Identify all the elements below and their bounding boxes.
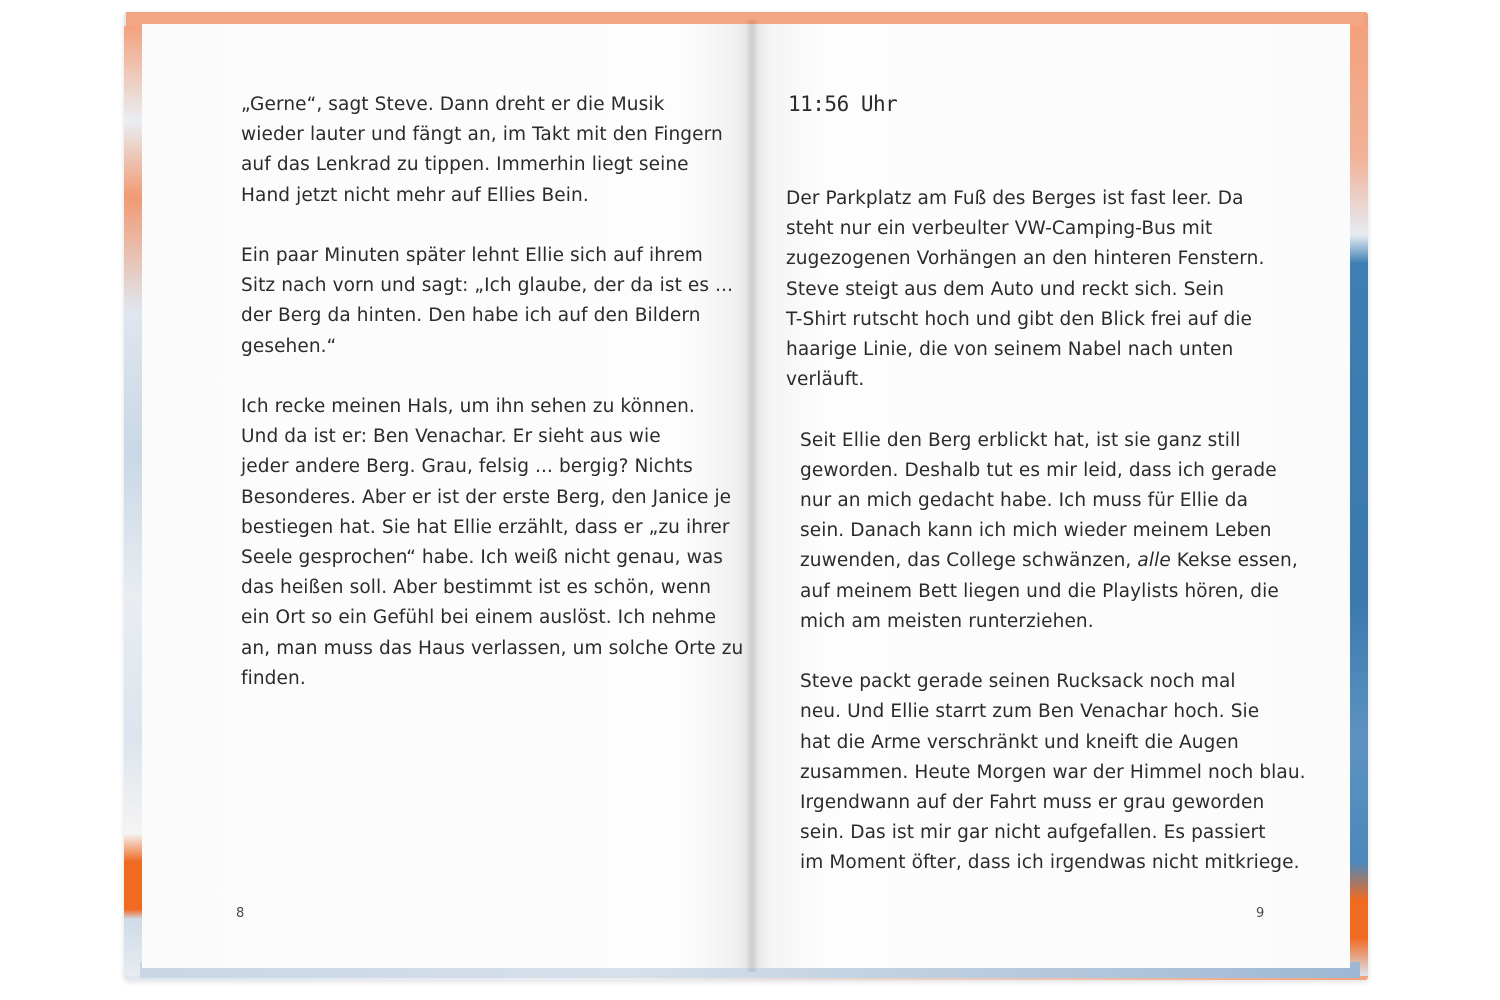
text-line: „Gerne“, sagt Steve. Dann dreht er die Musik <box>241 94 665 115</box>
text-line: auf das Lenkrad zu tippen. Immerhin liegt seine <box>241 154 689 176</box>
page-number: 9 <box>1256 906 1265 921</box>
left-page-body <box>227 90 744 724</box>
text-line: im Moment öfter, dass ich irgendwas nicht mitkriege. <box>800 852 1300 874</box>
text-line: Seele gesprochen“ habe. Ich weiß nicht genau, was <box>241 547 723 569</box>
paragraph <box>227 392 744 694</box>
text-line: sein. Danach kann ich mich wieder meinem Leben <box>800 520 1272 542</box>
text-line: finden. <box>241 667 306 689</box>
page-number: 8 <box>236 906 245 921</box>
text-line: hat die Arme verschränkt und kneift die Augen <box>800 731 1239 753</box>
text-line: Irgendwann auf der Fahrt muss er grau geworden <box>800 792 1265 814</box>
text-line: nur an mich gedacht habe. Ich muss für Ellie da <box>800 490 1249 512</box>
paragraph <box>227 90 727 211</box>
book-cover-left-edge <box>124 26 144 976</box>
text-line: Und da ist er: Ben Venachar. Er sieht aus wie <box>241 426 661 448</box>
text-line: zugezogenen Vorhängen an den hinteren Fenstern. <box>786 248 1265 270</box>
text-line: mich am meisten runterziehen. <box>800 610 1094 632</box>
text-line: Ich recke meinen Hals, um ihn sehen zu können. <box>241 396 695 417</box>
left-page <box>142 24 752 968</box>
paragraph <box>786 184 1296 395</box>
text-line: zusammen. Heute Morgen war der Himmel noch blau. <box>800 761 1306 783</box>
paragraph <box>786 667 1306 878</box>
right-page-body <box>786 184 1306 909</box>
text-line: verläuft. <box>786 369 865 391</box>
text-line: bestiegen hat. Sie hat Ellie erzählt, dass er „zu ihrer <box>241 516 730 538</box>
text-line: der Berg da hinten. Den habe ich auf den Bildern <box>241 305 701 327</box>
text-line: jeder andere Berg. Grau, felsig ... bergig? Nichts <box>241 456 693 478</box>
text-line: T-Shirt rutscht hoch und gibt den Blick frei auf die <box>786 308 1253 330</box>
text-run: zuwenden, das College schwänzen, <box>800 550 1138 572</box>
text-line <box>786 546 1296 576</box>
text-line: Der Parkplatz am Fuß des Berges ist fast leer. Da <box>786 188 1244 209</box>
text-line: das heißen soll. Aber bestimmt ist es schön, wenn <box>241 577 712 599</box>
text-run: Kekse essen, <box>1170 550 1298 572</box>
text-line: Steve packt gerade seinen Rucksack noch mal <box>800 671 1236 693</box>
paragraph <box>786 426 1296 637</box>
text-line: geworden. Deshalb tut es mir leid, dass ich gerade <box>800 459 1277 481</box>
chapter-time-heading: 11:56 Uhr <box>788 92 898 116</box>
text-line: gesehen.“ <box>241 335 337 357</box>
text-line: Seit Ellie den Berg erblickt hat, ist sie ganz still <box>800 429 1241 451</box>
text-line: ein Ort so ein Gefühl bei einem auslöst. Ich nehme <box>241 607 717 629</box>
right-page <box>752 24 1350 968</box>
text-line: Steve steigt aus dem Auto und reckt sich. Sein <box>786 278 1225 300</box>
text-line: an, man muss das Haus verlassen, um solche Orte zu <box>241 637 744 659</box>
text-line: wieder lauter und fängt an, im Takt mit den Fingern <box>241 124 723 146</box>
paragraph <box>227 241 734 362</box>
text-line: haarige Linie, die von seinem Nabel nach unten <box>786 339 1234 361</box>
text-line: sein. Das ist mir gar nicht aufgefallen. Es passiert <box>800 822 1266 844</box>
text-line: Sitz nach vorn und sagt: „Ich glaube, der da ist es ... <box>241 275 734 297</box>
emphasized-word: alle <box>1137 550 1171 572</box>
text-line: Besonderes. Aber er ist der erste Berg, den Janice je <box>241 486 732 508</box>
text-line: Ein paar Minuten später lehnt Ellie sich auf ihrem <box>241 245 703 266</box>
text-line: steht nur ein verbeulter VW-Camping-Bus mit <box>786 218 1213 240</box>
text-line: auf meinem Bett liegen und die Playlists hören, die <box>800 580 1279 602</box>
text-line: Hand jetzt nicht mehr auf Ellies Bein. <box>241 184 589 206</box>
text-line: neu. Und Ellie starrt zum Ben Venachar hoch. Sie <box>800 701 1260 723</box>
book-gutter <box>745 20 759 972</box>
